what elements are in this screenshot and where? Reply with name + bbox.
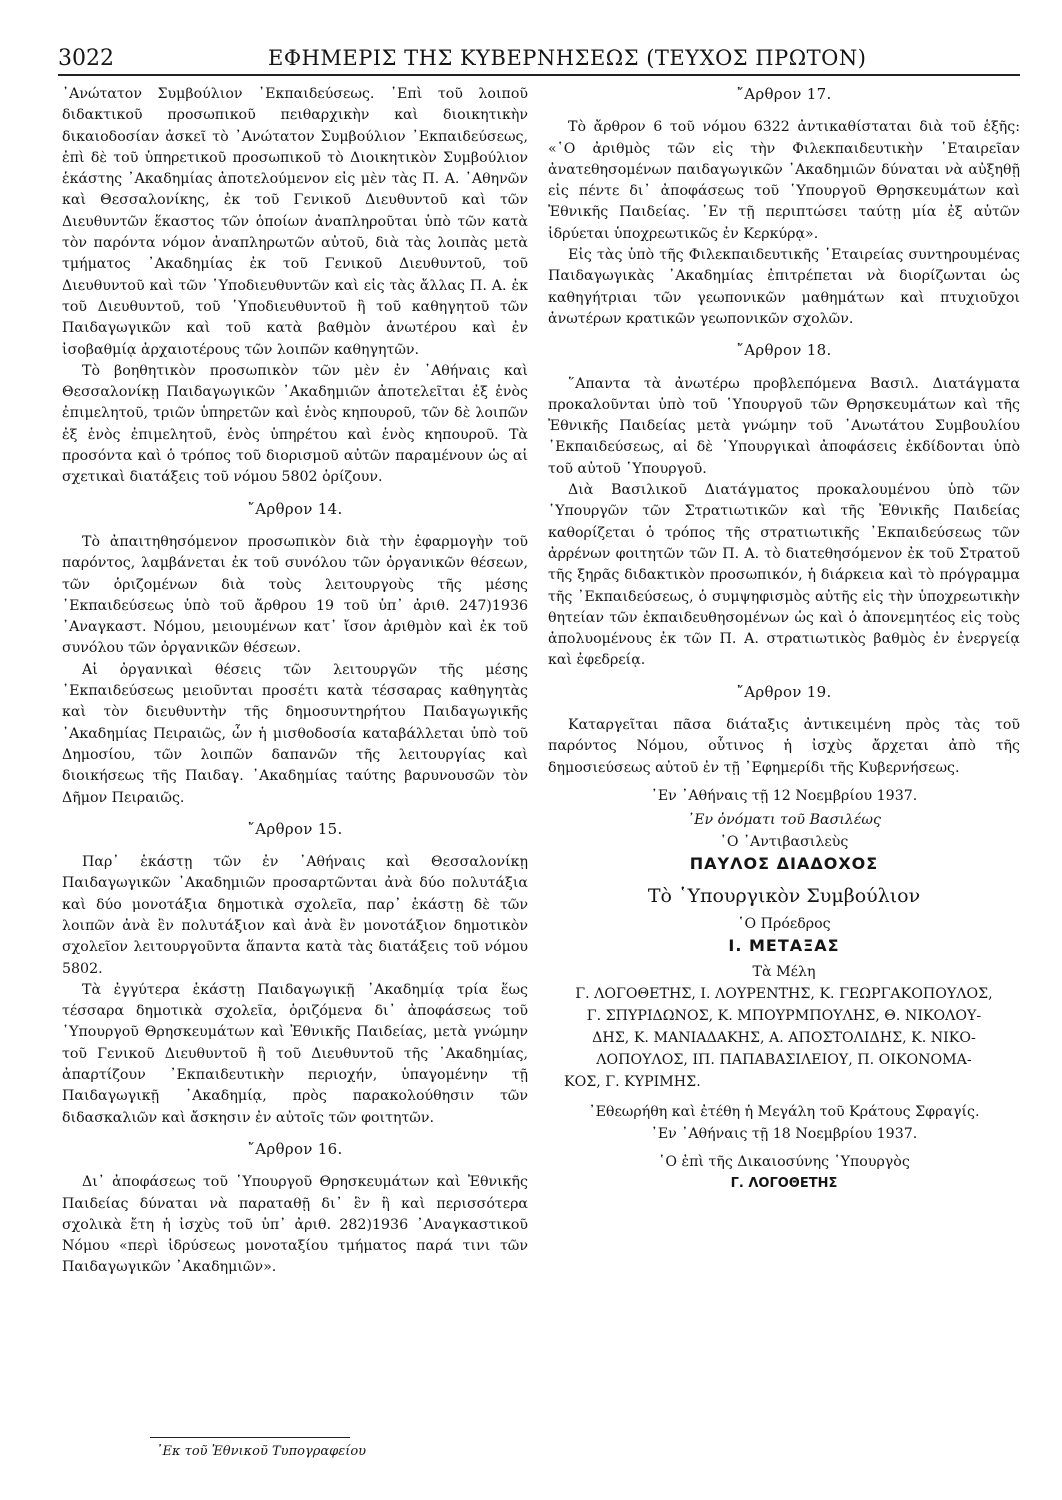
article-19-title: ῎Αρθρον 19.	[736, 682, 832, 701]
paragraph: Τὸ ἄρθρον 6 τοῦ νόμου 6322 ἀντικαθίσταται διὰ τοῦ ἑξῆς: «῾Ο ἀριθμὸς τῶν εἰς τὴν Φιλεκπαιδευτικὴν ῾Εταιρεῖαν ἀνατεθησομένων παιδαγωγικῶν ᾿Ακαδημιῶν δύναται νὰ αὐξηθῇ εἰς πέντε δι᾿ ἀποφάσεως τοῦ ῾Υπουργοῦ Θρησκευμάτων καὶ Ἐθνικῆς Παιδείας. ᾿Εν τῇ περιπτώσει ταύτῃ μία ἐξ αὐτῶν ἱδρύεται ὑποχρεωτικῶς ἐν Κερκύρᾳ».	[548, 119, 1020, 242]
members-line: ΛΟΠΟΥΛΟΣ, ΙΠ. ΠΑΠΑΒΑΣΙΛΕΙΟΥ, Π. ΟΙΚΟΝΟΜΑ-	[596, 1051, 972, 1068]
right-column	[548, 84, 1020, 1195]
justice-minister-name: Γ. ΛΟΓΟΘΕΤΗΣ	[730, 1175, 838, 1191]
members-line: ΔΗΣ, Κ. ΜΑΝΙΑΔΑΚΗΣ, Α. ΑΠΟΣΤΟΛΙΔΗΣ, Κ. ΝΙΚΟ-	[592, 1029, 976, 1046]
page-header	[58, 44, 1020, 74]
article-15-title: ῎Αρθρον 15.	[247, 819, 343, 838]
paragraph: ῞Απαντα τὰ ἀνωτέρω προβλεπόμενα Βασιλ. Διατάγματα προκαλοῦνται ὑπὸ τοῦ ῾Υπουργοῦ τῶν Θρησκευμάτων καὶ τῆς Ἐθνικῆς Παιδείας μετὰ γνώμην τοῦ ᾿Ανωτάτου Συμβουλίου ᾿Εκπαιδεύσεως, αἱ δὲ ῾Υπουργικαὶ ἀποφάσεις ἐκδίδονται ὑπὸ τοῦ αὐτοῦ ῾Υπουργοῦ.	[548, 375, 1020, 477]
regent-name: ΠΑΥΛΟΣ ΔΙΑΔΟΧΟΣ	[689, 853, 879, 873]
page-number: 3022	[58, 46, 114, 71]
article-14-title: ῎Αρθρον 14.	[247, 499, 343, 518]
council-title: Τὸ ῾Υπουργικὸν Συμβούλιον	[647, 884, 921, 907]
footer-rule	[150, 1437, 350, 1438]
president-label: ῾Ο Πρόεδρος	[737, 915, 831, 932]
seal-statement: ᾿Εθεωρήθη καὶ ἐτέθη ἡ Μεγάλη τοῦ Κράτους Σφραγίς.	[588, 1103, 980, 1120]
seal-date: ᾿Εν ᾿Αθήναις τῇ 18 Νοεμβρίου 1937.	[650, 1125, 918, 1142]
members-label: Τὰ Μέλη	[752, 963, 816, 980]
header-rule	[58, 74, 1020, 76]
members-line: Γ. ΣΠΥΡΙΔΩΝΟΣ, Κ. ΜΠΟΥΡΜΠΟΥΛΗΣ, Θ. ΝΙΚΟΛΟΥ-	[586, 1007, 982, 1024]
printer-imprint: ᾿Εκ τοῦ Ἐθνικοῦ Τυπογραφείου	[156, 1444, 367, 1459]
members-line: ΚΟΣ, Γ. ΚΥΡΙΜΗΣ.	[564, 1073, 701, 1090]
left-column	[62, 84, 528, 1279]
signing-date: ᾿Εν ᾿Αθήναις τῇ 12 Νοεμβρίου 1937.	[650, 787, 918, 804]
members-line: Γ. ΛΟΓΟΘΕΤΗΣ, Ι. ΛΟΥΡΕΝΤΗΣ, Κ. ΓΕΩΡΓΑΚΟΠΟΥΛΟΣ,	[575, 985, 993, 1002]
paragraph: ᾿Ανώτατον Συμβούλιον ᾿Εκπαιδεύσεως. ᾿Επὶ τοῦ λοιποῦ διδακτικοῦ προσωπικοῦ πειθαρχικὴν καὶ διοικητικὴν δικαιοδοσίαν ἀσκεῖ τὸ ᾿Ανώτατον Συμβούλιον ᾿Εκπαιδεύσεως, ἐπὶ δὲ τοῦ ὑπηρετικοῦ προσωπικοῦ τὸ Διοικητικὸν Συμβούλιον ἑκάστης ᾿Ακαδημίας ἀποτελούμενον εἰς μὲν τὰς Π. Α. ᾿Αθηνῶν καὶ Θεσσαλονίκης, ἐκ τοῦ Γενικοῦ Διευθυντοῦ καὶ τῶν Διευθυντῶν ἕκαστος τῶν ὁποίων ἀναπληροῦται ὑπὸ τῶν κατὰ τὸν παρόντα νόμον ἀναπληρωτῶν αὐτοῦ, διὰ τὰς λοιπὰς μετὰ τμήματος ᾿Ακαδημίας ἐκ τοῦ Γενικοῦ Διευθυντοῦ, τοῦ Διευθυντοῦ καὶ τῶν ῾Υποδιευθυντῶν καὶ εἰς τὰς ἄλλας Π. Α. ἐκ τοῦ Διευθυντοῦ, τοῦ ῾Υποδιευθυντοῦ ἢ τοῦ καθηγητοῦ τῶν Παιδαγωγικῶν καὶ τοῦ κατὰ βαθμὸν ἀνωτέρου καὶ ἐν ἰσοβαθμίᾳ ἀρχαιοτέρους τῶν λοιπῶν καθηγητῶν.	[62, 86, 528, 358]
article-17-title: ῎Αρθρον 17.	[736, 85, 832, 103]
paragraph: Καταργεῖται πᾶσα διάταξις ἀντικειμένη πρὸς τὰς τοῦ παρόντος Νόμου, οὗτινος ἡ ἰσχὺς ἄρχεται ἀπὸ τῆς δημοσιεύσεως αὐτοῦ ἐν τῇ ᾿Εφημερίδι τῆς Κυβερνήσεως.	[548, 717, 1020, 776]
justice-minister-label: ῾Ο ἐπὶ τῆς Δικαιοσύνης ῾Υπουργὸς	[658, 1153, 910, 1170]
signature-block	[548, 785, 1020, 1195]
paragraph: Εἰς τὰς ὑπὸ τῆς Φιλεκπαιδευτικῆς ῾Εταιρείας συντηρουμένας Παιδαγωγικὰς ᾿Ακαδημίας ἐπιτρέπεται νὰ διορίζωνται ὡς καθηγήτριαι τῶν γεωπονικῶν μαθημάτων καὶ πτυχιοῦχοι ἀνωτέρων κρατικῶν γεωπονικῶν σχολῶν.	[548, 247, 1020, 327]
paragraph: Δι᾿ ἀποφάσεως τοῦ ῾Υπουργοῦ Θρησκευμάτων καὶ Ἐθνικῆς Παιδείας δύναται νὰ παραταθῇ δι᾿ ἓν ἢ καὶ περισσότερα σχολικὰ ἔτη ἡ ἰσχὺς τοῦ ὑπ᾿ ἀριθ. 282)1936 ᾿Αναγκαστικοῦ Νόμου «περὶ ἱδρύσεως μονοταξίου τμήματος παρά τινι τῶν Παιδαγωγικῶν ᾿Ακαδημιῶν».	[62, 1174, 528, 1276]
president-name: Ι. ΜΕΤΑΞΑΣ	[728, 935, 840, 955]
paragraph: Διὰ Βασιλικοῦ Διατάγματος προκαλουμένου ὑπὸ τῶν ῾Υπουργῶν τῶν Στρατιωτικῶν καὶ τῆς Ἐθνικῆς Παιδείας καθορίζεται ὁ τρόπος τῆς στρατιωτικῆς ᾿Εκπαιδεύσεως τῶν ἀρρένων φοιτητῶν τῶν Π. Α. τὸ διατεθησόμενον ἐκ τοῦ Στρατοῦ τῆς ξηρᾶς διδακτικὸν προσωπικόν, ἡ διάρκεια καὶ τὸ πρόγραμμα τῆς ᾿Εκπαιδεύσεως, ὁ συμψηφισμὸς αὐτῆς εἰς τὴν ὑποχρεωτικὴν θητείαν τῶν ἐκπαιδευθησομένων ὡς καὶ ὁ ἀπονεμητέος εἰς τοὺς ἀπολυομένους ἐκ τῶν Π. Α. στρατιωτικὸς βαθμὸς ἐν ἐνεργείᾳ καὶ ἐφεδρείᾳ.	[548, 482, 1020, 669]
paragraph: Τὰ ἐγγύτερα ἑκάστῃ Παιδαγωγικῇ ᾿Ακαδημίᾳ τρία ἕως τέσσαρα δημοτικὰ σχολεῖα, ὁριζόμενα δι᾿ ἀποφάσεως τοῦ ῾Υπουργοῦ Θρησκευμάτων καὶ Ἐθνικῆς Παιδείας, μετὰ γνώμην τοῦ Γενικοῦ Διευθυντοῦ ἢ τοῦ Διευθυντοῦ τῆς ᾿Ακαδημίας, ἀπαρτίζουν ᾿Εκπαιδευτικὴν περιοχήν, ὑπαγομένην τῇ Παιδαγωγικῇ ᾿Ακαδημίᾳ, πρὸς παρακολούθησιν τῶν διδασκαλιῶν καὶ ἄσκησιν ἐν αὐτοῖς τῶν φοιτητῶν.	[62, 981, 528, 1126]
article-16-title: ῎Αρθρον 16.	[247, 1139, 343, 1158]
paragraph: Τὸ βοηθητικὸν προσωπικὸν τῶν μὲν ἐν ᾿Αθήναις καὶ Θεσσαλονίκῃ Παιδαγωγικῶν ᾿Ακαδημιῶν ἀποτελεῖται ἐξ ἑνὸς ἐπιμελητοῦ, τριῶν ὑπηρετῶν καὶ ἑνὸς κηπουροῦ, τῶν δὲ λοιπῶν ἐξ ἑνὸς ἐπιμελητοῦ, ἑνὸς ὑπηρέτου καὶ ἑνὸς κηπουροῦ. Τὰ προσόντα καὶ ὁ τρόπος τοῦ διορισμοῦ αὐτῶν παραμένουν ὡς αἱ σχετικαὶ διατάξεις τοῦ νόμου 5802 ὁρίζουν.	[62, 362, 528, 486]
article-18-title: ῎Αρθρον 18.	[736, 341, 832, 360]
regent-label: ῾Ο ᾿Αντιβασιλεὺς	[719, 833, 849, 850]
paragraph: Τὸ ἀπαιτηθησόμενον προσωπικὸν διὰ τὴν ἐφαρμογὴν τοῦ παρόντος, λαμβάνεται ἐκ τοῦ συνόλου τῶν ὀργανικῶν θέσεων, τῶν ὁριζομένων διὰ τοὺς λειτουργοὺς τῆς μέσης ᾿Εκπαιδεύσεως ὑπὸ τοῦ ἄρθρου 19 τοῦ ὑπ᾿ ἀριθ. 247)1936 ᾿Αναγκαστ. Νόμου, μειουμένων κατ᾿ ἴσον ἀριθμὸν καὶ ἐκ τοῦ συνόλου τῶν ὀργανικῶν θέσεων.	[62, 533, 528, 657]
gazette-title: ΕΦΗΜΕΡΙΣ ΤΗΣ ΚΥΒΕΡΝΗΣΕΩΣ (ΤΕΥΧΟΣ ΠΡΩΤΟΝ)	[268, 46, 867, 70]
in-name-of-king: ᾿Εν ὀνόματι τοῦ Βασιλέως	[687, 811, 881, 828]
paragraph: Παρ᾿ ἑκάστῃ τῶν ἐν ᾿Αθήναις καὶ Θεσσαλονίκῃ Παιδαγωγικῶν ᾿Ακαδημιῶν προσαρτῶνται ἀνὰ δύο πολυτάξια καὶ δύο μονοτάξια δημοτικὰ σχολεῖα, παρ᾿ ἑκάστῃ δὲ τῶν λοιπῶν ἀνὰ ἓν πολυτάξιον καὶ ἀνὰ ἓν μονοτάξιον δημοτικὸν σχολεῖον λειτουργοῦντα ἅπαντα κατὰ τὰς διατάξεις τοῦ νόμου 5802.	[62, 854, 528, 977]
paragraph: Αἱ ὀργανικαὶ θέσεις τῶν λειτουργῶν τῆς μέσης ᾿Εκπαιδεύσεως μειοῦνται προσέτι κατὰ τέσσαρας καθηγητὰς καὶ τὸν διευθυντὴν τῆς δημοσυντηρήτου Παιδαγωγικῆς ᾿Ακαδημίας Πειραιῶς, ὧν ἡ μισθοδοσία καταβάλλεται ὑπὸ τοῦ Δημοσίου, τῶν λοιπῶν δαπανῶν τῆς λειτουργίας καὶ διοικήσεως τῆς Παιδαγ. ᾿Ακαδημίας ταύτης βαρυνουσῶν τὸν Δῆμον Πειραιῶς.	[62, 661, 528, 806]
